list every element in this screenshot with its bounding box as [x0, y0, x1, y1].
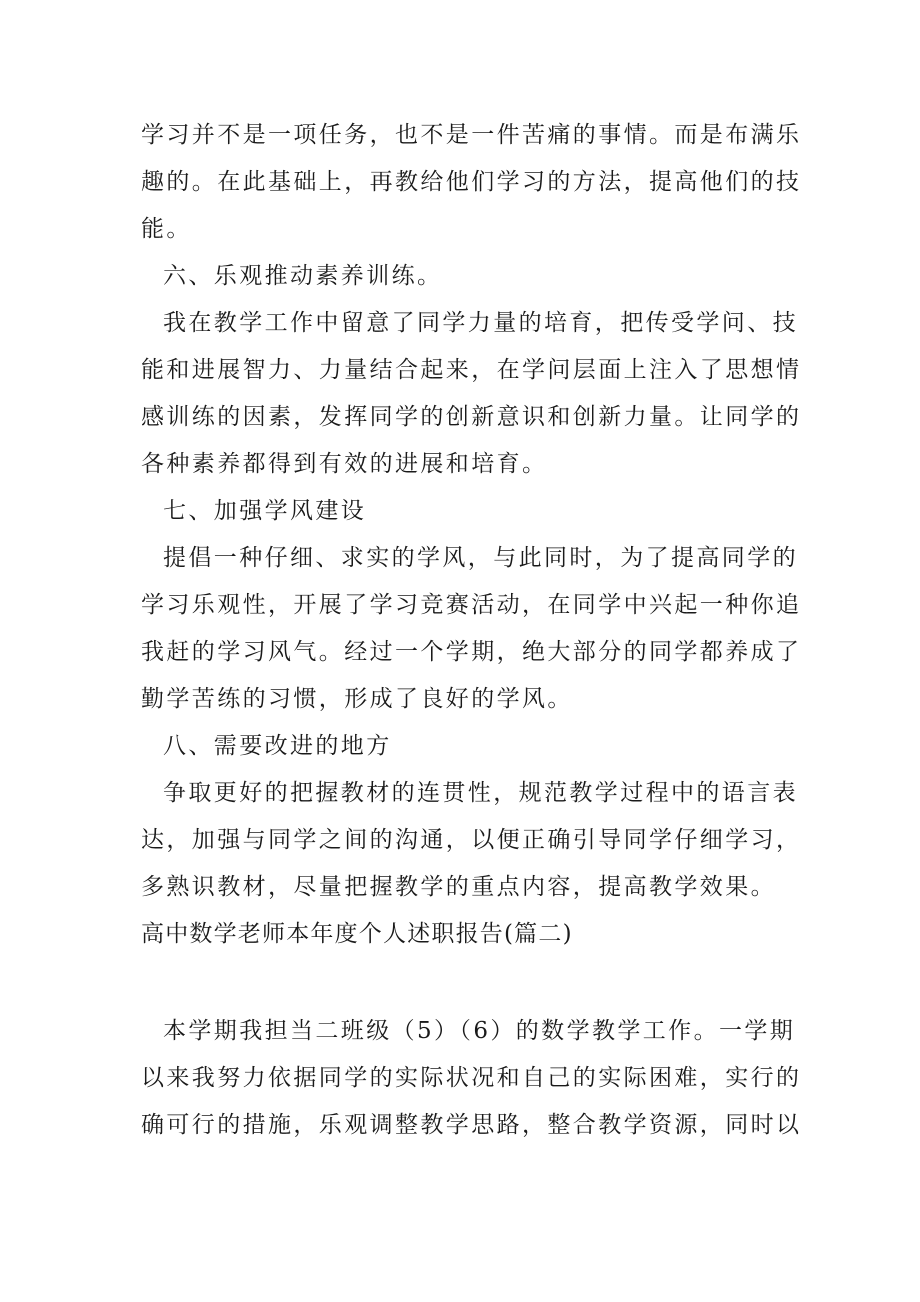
paragraph-line: 感训练的因素，发挥同学的创新意识和创新力量。让同学的	[141, 404, 802, 430]
blank-space	[141, 958, 801, 1008]
section-heading-8: 八、需要改进的地方	[163, 733, 392, 759]
document-page	[141, 112, 801, 1149]
paragraph-line: 争取更好的把握教材的连贯性，规范教学过程中的语言表	[163, 780, 798, 806]
paragraph-line: 提倡一种仔细、求实的学风，与此同时，为了提高同学的	[163, 545, 798, 571]
paragraph-line: 确可行的措施，乐观调整教学思路，整合教学资源，同时以	[141, 1112, 802, 1138]
section-heading-7: 七、加强学风建设	[163, 498, 367, 524]
paragraph-line: 趣的。在此基础上，再教给他们学习的方法，提高他们的技	[141, 169, 802, 195]
paragraph-line: 勤学苦练的习惯，形成了良好的学风。	[141, 686, 573, 712]
paragraph-line: 各种素养都得到有效的进展和培育。	[141, 451, 548, 477]
paragraph-line: 能。	[141, 216, 192, 242]
paragraph-line: 本学期我担当二班级（5）（6）的数学教学工作。一学期	[163, 1018, 796, 1044]
paragraph-line: 学习并不是一项任务，也不是一件苦痛的事情。而是布满乐	[141, 122, 802, 148]
section-heading-6: 六、乐观推动素养训练。	[163, 263, 443, 289]
paragraph-line: 达，加强与同学之间的沟通，以便正确引导同学仔细学习，	[141, 827, 802, 853]
paragraph-line: 我赶的学习风气。经过一个学期，绝大部分的同学都养成了	[141, 639, 802, 665]
paragraph-line: 学习乐观性，开展了学习竞赛活动，在同学中兴起一种你追	[141, 592, 802, 618]
paragraph-line: 能和进展智力、力量结合起来，在学问层面上注入了思想情	[141, 357, 802, 383]
paragraph-line: 我在教学工作中留意了同学力量的培育，把传受学问、技	[163, 310, 798, 336]
paragraph-line: 多熟识教材，尽量把握教学的重点内容，提高教学效果。	[141, 874, 776, 900]
paragraph-line: 以来我努力依据同学的实际状况和自己的实际困难，实行的	[141, 1065, 802, 1091]
document-title: 高中数学老师本年度个人述职报告(篇二)	[141, 921, 573, 947]
